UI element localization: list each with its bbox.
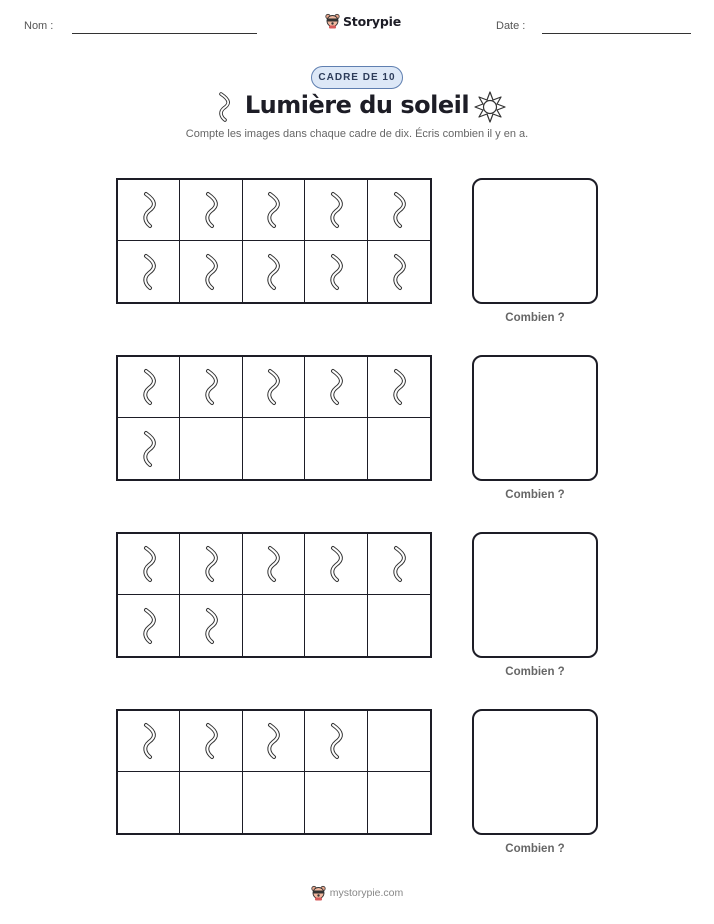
frame-cell-filled [118, 241, 180, 302]
sun-ray-icon [389, 253, 409, 291]
sun-icon [474, 91, 506, 123]
frame-cell-filled [180, 534, 242, 595]
page-title: Lumière du soleil [244, 91, 470, 119]
sun-ray-icon [139, 368, 159, 406]
frame-cell-filled [118, 180, 180, 241]
frame-cell-filled [305, 180, 367, 241]
frame-cell-filled [305, 534, 367, 595]
sun-ray-icon [263, 545, 283, 583]
bear-logo-icon [325, 13, 340, 29]
sun-ray-icon [389, 545, 409, 583]
frame-cell-filled [243, 711, 305, 772]
sun-ray-icon [263, 368, 283, 406]
frame-cell-empty [305, 595, 367, 656]
ten-frame [116, 709, 432, 835]
frame-cell-filled [180, 595, 242, 656]
frame-cell-empty [368, 772, 430, 833]
bear-logo-icon [311, 885, 326, 901]
name-line[interactable] [72, 33, 257, 34]
frame-cell-filled [305, 711, 367, 772]
frame-cell-filled [180, 357, 242, 418]
answer-label: Combien ? [505, 843, 565, 855]
sun-ray-icon [389, 191, 409, 229]
sun-ray-icon [263, 191, 283, 229]
sun-ray-icon [201, 545, 221, 583]
sun-ray-icon [201, 368, 221, 406]
answer-box[interactable] [472, 532, 598, 658]
storypie-logo [325, 13, 401, 29]
frame-cell-filled [305, 241, 367, 302]
logo-text: Storypie [343, 13, 401, 29]
frame-cell-filled [180, 241, 242, 302]
sun-ray-icon [201, 191, 221, 229]
frame-cell-empty [243, 772, 305, 833]
date-label: Date : [496, 20, 526, 32]
frame-cell-filled [243, 534, 305, 595]
frame-cell-filled [305, 357, 367, 418]
worksheet-badge: CADRE DE 10 [311, 66, 403, 89]
sun-ray-icon [201, 722, 221, 760]
frame-cell-filled [368, 241, 430, 302]
frame-cell-empty [368, 711, 430, 772]
answer-box[interactable] [472, 355, 598, 481]
frame-cell-empty [368, 418, 430, 479]
answer-label: Combien ? [505, 312, 565, 324]
frame-cell-filled [368, 534, 430, 595]
ten-frame [116, 178, 432, 304]
frame-cell-empty [243, 418, 305, 479]
answer-box[interactable] [472, 709, 598, 835]
frame-cell-filled [180, 711, 242, 772]
sun-ray-icon [326, 722, 346, 760]
sun-ray-icon [139, 722, 159, 760]
frame-cell-empty [305, 418, 367, 479]
sun-ray-icon [139, 430, 159, 468]
frame-cell-filled [368, 180, 430, 241]
frame-cell-empty [180, 418, 242, 479]
sun-ray-icon [139, 607, 159, 645]
sun-ray-icon [389, 368, 409, 406]
name-label: Nom : [24, 20, 54, 32]
sun-ray-icon [326, 368, 346, 406]
ten-frame [116, 532, 432, 658]
sun-ray-icon [201, 253, 221, 291]
sun-ray-icon [139, 545, 159, 583]
footer-url: mystorypie.com [329, 887, 404, 899]
ten-frame [116, 355, 432, 481]
frame-cell-empty [180, 772, 242, 833]
answer-label: Combien ? [505, 489, 565, 501]
answer-label: Combien ? [505, 666, 565, 678]
sun-ray-icon [326, 191, 346, 229]
frame-cell-filled [118, 357, 180, 418]
frame-cell-filled [118, 534, 180, 595]
frame-cell-filled [118, 595, 180, 656]
frame-cell-empty [368, 595, 430, 656]
frame-cell-filled [243, 241, 305, 302]
footer [0, 885, 714, 901]
sun-ray-icon [263, 253, 283, 291]
frame-cell-empty [243, 595, 305, 656]
frame-cell-filled [118, 418, 180, 479]
sun-ray-icon [326, 253, 346, 291]
frame-cell-filled [118, 711, 180, 772]
frame-cell-empty [118, 772, 180, 833]
frame-cell-filled [243, 357, 305, 418]
sun-ray-icon [263, 722, 283, 760]
instructions: Compte les images dans chaque cadre de dix. Écris combien il y en a. [185, 128, 529, 140]
sun-ray-icon [139, 253, 159, 291]
frame-cell-empty [305, 772, 367, 833]
frame-cell-filled [180, 180, 242, 241]
sun-ray-icon [326, 545, 346, 583]
frame-cell-filled [243, 180, 305, 241]
date-line[interactable] [542, 33, 691, 34]
sun-ray-icon [139, 191, 159, 229]
sun-ray-icon [201, 607, 221, 645]
frame-cell-filled [368, 357, 430, 418]
answer-box[interactable] [472, 178, 598, 304]
